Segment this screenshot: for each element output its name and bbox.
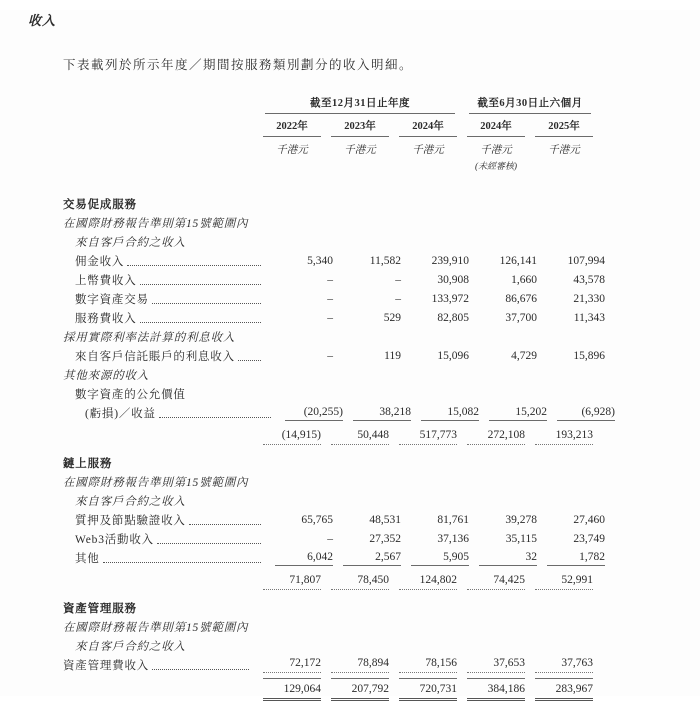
row-label: 其他來源的收入	[63, 370, 150, 382]
row-label-cell	[63, 196, 253, 212]
row-label-cell	[63, 455, 253, 471]
cell-value: –	[395, 293, 401, 305]
table-row	[63, 231, 597, 250]
table-row	[63, 490, 597, 509]
value-cell	[401, 348, 469, 364]
cell-value: 15,202	[489, 404, 547, 421]
dot-leader	[238, 359, 261, 361]
table-row	[63, 288, 605, 307]
cell-value: 119	[384, 350, 401, 362]
value-cell	[401, 253, 469, 269]
table-col-group-label: 截至6月30日止六個月	[469, 95, 591, 114]
cell-value: 37,700	[505, 312, 537, 324]
table-row	[63, 528, 605, 547]
table-row	[63, 383, 597, 402]
value-cell	[401, 531, 469, 547]
revenue-table	[63, 95, 615, 701]
label-column-spacer	[63, 137, 253, 157]
cell-value: 27,460	[573, 514, 605, 526]
table-row	[63, 654, 597, 673]
dot-leader	[140, 321, 262, 323]
cell-value: 517,773	[399, 427, 457, 445]
row-label-cell	[63, 512, 265, 528]
value-cell	[401, 512, 469, 528]
row-label-cell	[63, 234, 265, 250]
cell-value: 21,330	[573, 293, 605, 305]
value-cell	[457, 655, 525, 673]
table-row	[63, 452, 597, 471]
table-row	[63, 673, 597, 701]
row-label-cell	[63, 310, 265, 326]
cell-value: 193,213	[535, 427, 593, 445]
unaudited-note: (未經審核)	[475, 161, 517, 171]
cell-value: 1,782	[547, 549, 605, 566]
value-cell	[469, 253, 537, 269]
row-label: 來自客戶信託賬戶的利息收入	[75, 351, 235, 363]
value-cell	[265, 348, 333, 364]
value-cell	[253, 427, 321, 445]
year-header: 2022年	[263, 114, 321, 137]
row-label: 數字資產交易	[75, 294, 149, 306]
table-row	[63, 402, 615, 421]
row-label-cell	[63, 619, 253, 635]
table-row	[63, 421, 597, 445]
row-label-cell	[63, 329, 253, 345]
table-body	[63, 193, 615, 701]
row-label-cell	[63, 367, 253, 383]
cell-value: (14,915)	[263, 427, 321, 445]
value-cell	[457, 427, 525, 445]
value-cell	[333, 549, 401, 566]
value-cell	[469, 348, 537, 364]
value-cell	[333, 531, 401, 547]
value-cell	[265, 272, 333, 288]
row-label: 佣金收入	[75, 256, 125, 268]
row-label-cell	[63, 474, 253, 490]
value-cell	[469, 512, 537, 528]
value-cell	[469, 549, 537, 566]
value-cell	[333, 512, 401, 528]
cell-value: –	[327, 293, 333, 305]
cell-value: 65,765	[301, 514, 333, 526]
cell-value: 71,807	[263, 572, 321, 590]
cell-value: 30,908	[437, 274, 469, 286]
cell-value: 107,994	[567, 255, 605, 267]
value-cell	[321, 572, 389, 590]
table-row	[63, 635, 597, 654]
cell-value: (20,255)	[285, 404, 343, 421]
cell-value: –	[327, 312, 333, 324]
value-cell	[253, 678, 321, 701]
row-label: 在國際財務報告準則第15號範圍內	[63, 477, 249, 489]
row-label: 上幣費收入	[75, 275, 137, 287]
cell-value: 15,096	[437, 350, 469, 362]
table-unaudited-note-row	[63, 157, 597, 172]
value-cell	[265, 512, 333, 528]
table-row	[63, 193, 597, 212]
dot-leader	[140, 283, 262, 285]
row-label: Web3活動收入	[75, 534, 154, 546]
cell-value: 11,582	[369, 255, 401, 267]
cell-value: 38,218	[353, 404, 411, 421]
year-header-cell	[525, 114, 593, 137]
unit-header: 千港元	[480, 145, 512, 156]
dot-leader	[103, 561, 261, 563]
cell-value: 6,042	[275, 549, 333, 566]
table-row	[63, 616, 597, 635]
document-page	[0, 10, 700, 696]
cell-value: 37,763	[535, 655, 593, 673]
cell-value: 720,731	[399, 678, 457, 701]
row-label: 其他	[75, 553, 100, 565]
row-label-cell	[63, 600, 253, 616]
intro-text: 下表載列於所示年度／期間按服務類別劃分的收入明細。	[63, 58, 414, 72]
dot-leader	[189, 523, 261, 525]
cell-value: 5,340	[307, 255, 333, 267]
unit-header-cell	[525, 137, 593, 157]
row-label-cell	[63, 253, 265, 269]
cell-value: 15,896	[573, 350, 605, 362]
row-label: 來自客戶合約之收入	[75, 496, 186, 508]
cell-value: 37,653	[467, 655, 525, 673]
value-cell	[321, 678, 389, 701]
table-group-header-row	[63, 95, 597, 114]
value-cell	[401, 549, 469, 566]
value-cell	[275, 404, 343, 421]
cell-value: 133,972	[431, 293, 469, 305]
value-cell	[389, 572, 457, 590]
cell-value: 239,910	[431, 255, 469, 267]
value-cell	[537, 531, 605, 547]
row-label-cell	[63, 638, 265, 654]
value-cell	[525, 427, 593, 445]
dot-leader	[152, 302, 261, 304]
unit-header: 千港元	[276, 145, 308, 156]
table-row	[63, 345, 605, 364]
row-label: 資產管理費收入	[63, 660, 150, 672]
unaudited-note	[399, 157, 457, 159]
year-header: 2025年	[535, 114, 593, 137]
row-label-cell	[63, 531, 265, 547]
unit-header-cell	[253, 137, 321, 157]
cell-value: 82,805	[437, 312, 469, 324]
value-cell	[321, 655, 389, 673]
cell-value: 50,448	[331, 427, 389, 445]
cell-value: 124,802	[399, 572, 457, 590]
row-label: 來自客戶合約之收入	[75, 641, 186, 653]
unit-header-cell	[321, 137, 389, 157]
year-header-cell	[389, 114, 457, 137]
value-cell	[469, 531, 537, 547]
cell-value: –	[395, 274, 401, 286]
table-row	[63, 326, 597, 345]
cell-value: 35,115	[505, 533, 537, 545]
cell-value: –	[327, 274, 333, 286]
value-cell	[265, 310, 333, 326]
row-label: 資產管理服務	[63, 603, 137, 615]
row-label: 來自客戶合約之收入	[75, 237, 186, 249]
value-cell	[333, 253, 401, 269]
unaudited-note-cell	[457, 157, 525, 172]
cell-value: 129,064	[263, 678, 321, 701]
unit-header: 千港元	[548, 145, 580, 156]
cell-value: –	[327, 533, 333, 545]
unaudited-note-cell	[389, 157, 457, 172]
row-label-cell	[63, 291, 265, 307]
cell-value: 52,991	[535, 572, 593, 590]
cell-value: 78,450	[331, 572, 389, 590]
table-col-group	[253, 95, 457, 114]
dot-leader	[157, 542, 261, 544]
unit-header: 千港元	[412, 145, 444, 156]
value-cell	[411, 404, 479, 421]
value-cell	[389, 655, 457, 673]
unaudited-note	[535, 157, 593, 159]
year-header-cell	[457, 114, 525, 137]
row-label: 在國際財務報告準則第15號範圍內	[63, 218, 249, 230]
row-label-cell	[63, 272, 265, 288]
table-year-header-row	[63, 114, 597, 137]
table-row	[63, 597, 597, 616]
table-row	[63, 471, 597, 490]
cell-value: 2,567	[343, 549, 401, 566]
label-column-spacer	[63, 157, 253, 172]
cell-value: 384,186	[467, 678, 525, 701]
cell-value: 5,905	[411, 549, 469, 566]
value-cell	[389, 678, 457, 701]
cell-value: 78,156	[399, 655, 457, 673]
cell-value: 32	[479, 549, 537, 566]
unit-header-cell	[389, 137, 457, 157]
unaudited-note-cell	[253, 157, 321, 172]
unit-header: 千港元	[344, 145, 376, 156]
value-cell	[401, 291, 469, 307]
table-col-group-label: 截至12月31日止年度	[265, 95, 455, 114]
row-label: 質押及節點驗證收入	[75, 515, 186, 527]
dot-leader	[159, 416, 271, 418]
unaudited-note	[331, 157, 389, 159]
value-cell	[537, 549, 605, 566]
row-label: 數字資產的公允價值	[75, 389, 186, 401]
table-row	[63, 364, 597, 383]
value-cell	[265, 253, 333, 269]
value-cell	[525, 655, 593, 673]
table-unit-header-row	[63, 137, 597, 157]
cell-value: 15,082	[421, 404, 479, 421]
unaudited-note	[263, 157, 321, 159]
value-cell	[265, 531, 333, 547]
table-row	[63, 307, 605, 326]
value-cell	[479, 404, 547, 421]
row-label: 交易促成服務	[63, 199, 137, 211]
page-title: 收入	[28, 13, 57, 28]
dot-leader	[152, 668, 249, 670]
table-row	[63, 509, 605, 528]
value-cell	[333, 348, 401, 364]
cell-value: 272,108	[467, 427, 525, 445]
table-row	[63, 547, 605, 566]
cell-value: 27,352	[369, 533, 401, 545]
cell-value: 4,729	[511, 350, 537, 362]
cell-value: (6,928)	[557, 404, 615, 421]
row-label-cell	[63, 405, 275, 421]
value-cell	[469, 291, 537, 307]
cell-value: 529	[383, 312, 401, 324]
row-label-cell	[63, 215, 253, 231]
row-label: 採用實際利率法計算的利息收入	[63, 332, 236, 344]
label-column-spacer	[63, 95, 253, 114]
cell-value: 39,278	[505, 514, 537, 526]
value-cell	[389, 427, 457, 445]
cell-value: 81,761	[437, 514, 469, 526]
cell-value: 207,792	[331, 678, 389, 701]
value-cell	[457, 572, 525, 590]
value-cell	[537, 512, 605, 528]
year-header: 2023年	[331, 114, 389, 137]
unit-header-cell	[457, 137, 525, 157]
value-cell	[401, 310, 469, 326]
cell-value: 43,578	[573, 274, 605, 286]
row-label: 服務費收入	[75, 313, 137, 325]
value-cell	[537, 310, 605, 326]
value-cell	[537, 272, 605, 288]
label-column-spacer	[63, 114, 253, 137]
value-cell	[525, 678, 593, 701]
value-cell	[401, 272, 469, 288]
cell-value: 37,136	[437, 533, 469, 545]
value-cell	[265, 549, 333, 566]
cell-value: 86,676	[505, 293, 537, 305]
row-label: (虧損)／收益	[85, 408, 156, 420]
cell-value: 23,749	[573, 533, 605, 545]
cell-value: 48,531	[369, 514, 401, 526]
year-header-cell	[253, 114, 321, 137]
value-cell	[321, 427, 389, 445]
year-header: 2024年	[467, 114, 525, 137]
table-row	[63, 566, 597, 590]
table-col-group	[457, 95, 593, 114]
value-cell	[537, 348, 605, 364]
value-cell	[253, 572, 321, 590]
cell-value: 78,894	[331, 655, 389, 673]
dot-leader	[127, 264, 261, 266]
year-header-cell	[321, 114, 389, 137]
unaudited-note-cell	[525, 157, 593, 172]
value-cell	[525, 572, 593, 590]
value-cell	[457, 678, 525, 701]
row-label-cell	[63, 493, 265, 509]
value-cell	[253, 655, 321, 673]
value-cell	[547, 404, 615, 421]
row-label-cell	[63, 386, 265, 402]
table-row	[63, 269, 605, 288]
cell-value: 126,141	[499, 255, 537, 267]
value-cell	[469, 310, 537, 326]
cell-value: 11,343	[573, 312, 605, 324]
table-row	[63, 212, 597, 231]
row-label-cell	[63, 657, 253, 673]
table-row	[63, 250, 605, 269]
unaudited-note-cell	[321, 157, 389, 172]
value-cell	[333, 272, 401, 288]
row-label: 在國際財務報告準則第15號範圍內	[63, 622, 249, 634]
cell-value: 283,967	[535, 678, 593, 701]
row-label: 鏈上服務	[63, 458, 113, 470]
row-label-cell	[63, 348, 265, 364]
cell-value: 1,660	[511, 274, 537, 286]
value-cell	[333, 291, 401, 307]
cell-value: –	[327, 350, 333, 362]
cell-value: 72,172	[263, 655, 321, 673]
cell-value: 74,425	[467, 572, 525, 590]
value-cell	[343, 404, 411, 421]
value-cell	[537, 291, 605, 307]
value-cell	[537, 253, 605, 269]
value-cell	[469, 272, 537, 288]
value-cell	[333, 310, 401, 326]
value-cell	[265, 291, 333, 307]
year-header: 2024年	[399, 114, 457, 137]
row-label-cell	[63, 550, 265, 566]
